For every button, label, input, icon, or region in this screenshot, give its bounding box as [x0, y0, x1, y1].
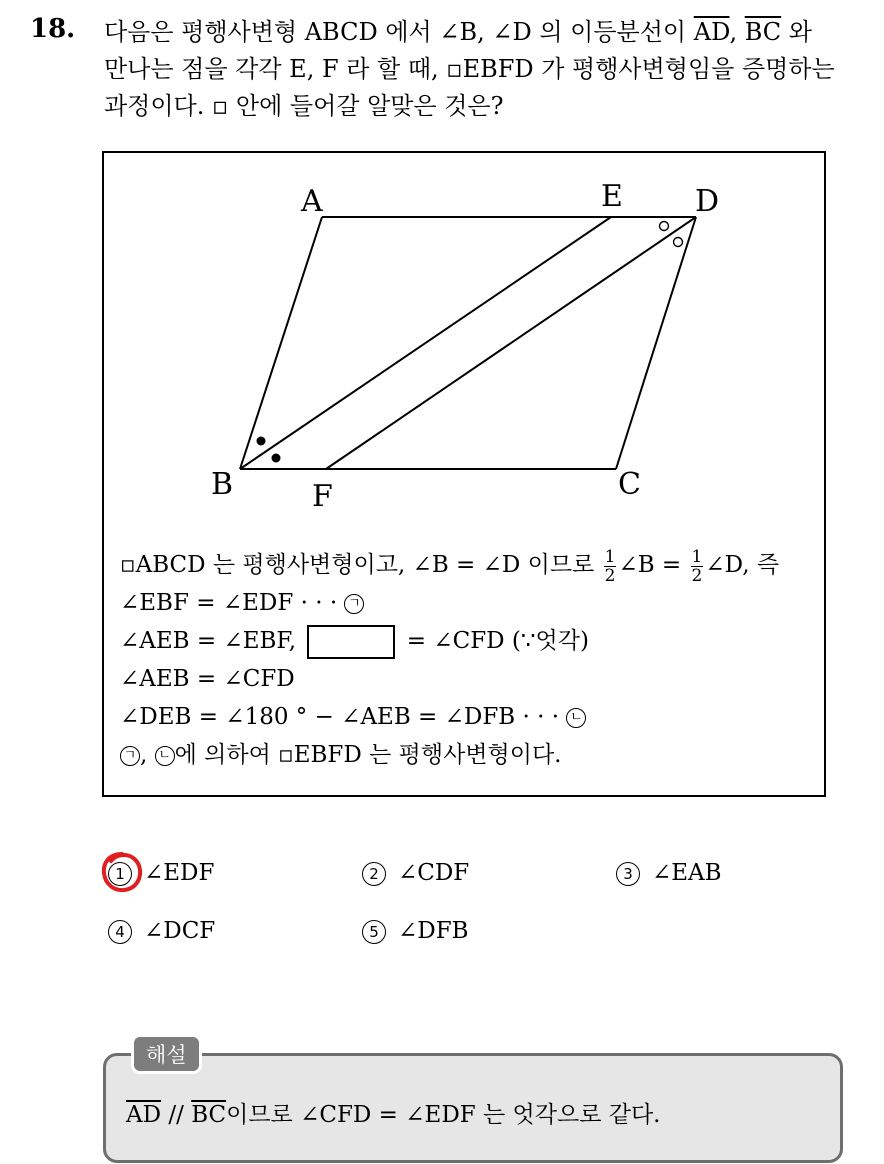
proof-line-6: ㄱ , ㄴ 에 의하여 ▫EBFD 는 평행사변형이다. — [120, 736, 779, 774]
choice-text: ∠DFB — [398, 918, 469, 944]
proof-line-5: ∠DEB = ∠180 ° − ∠AEB = ∠DFB · · · ㄴ — [120, 698, 779, 736]
segment-bc: $\overline{BC}$ — [191, 1102, 227, 1128]
choice-1[interactable] — [108, 860, 214, 886]
circled-nieun: ㄴ — [155, 746, 175, 766]
label-b: B — [211, 467, 234, 502]
circled-giyeok: ㄱ — [344, 594, 364, 614]
angle-mark-b1 — [257, 437, 266, 446]
solution-box — [103, 1043, 843, 1163]
choice-number: 3 — [616, 862, 640, 886]
proof-line-1: ▫ABCD 는 평행사변형이고, ∠B = ∠D 이므로 $\frac{1}{2}$ ∠B = $\frac{1}{2}$ ∠D, 즉 — [120, 546, 780, 586]
side-ba — [240, 217, 322, 469]
fraction-half-2: $\frac{1}{2}$ — [691, 546, 703, 586]
choice-number: 2 — [362, 862, 386, 886]
choice-4[interactable] — [108, 918, 215, 944]
stem-line-3: 과정이다. ▫ 안에 들어갈 알맞은 것은? — [104, 92, 504, 120]
solution-label: 해설 — [131, 1034, 202, 1074]
angle-mark-d2 — [674, 238, 683, 247]
choice-text: ∠CDF — [398, 860, 470, 886]
choice-5[interactable] — [362, 918, 469, 944]
choice-3[interactable] — [616, 860, 722, 886]
question-stem — [104, 14, 874, 125]
choice-number: 5 — [362, 920, 386, 944]
answer-blank-box — [307, 625, 395, 659]
label-a: A — [301, 184, 323, 219]
label-f: F — [312, 479, 333, 514]
segment-ad: $\overline{AD}$ — [126, 1102, 162, 1128]
side-dc — [616, 217, 696, 469]
segment-ad: $\overline{AD}$ — [693, 18, 730, 46]
label-d: D — [695, 184, 720, 219]
stem-line-1: 다음은 평행사변형 ABCD 에서 ∠B, ∠D 의 이등분선이 — [104, 18, 687, 46]
proof-text — [120, 546, 779, 774]
stem-comma: , — [729, 18, 745, 46]
proof-line-4: ∠AEB = ∠CFD — [120, 666, 295, 692]
figure-box — [102, 151, 826, 797]
circled-nieun: ㄴ — [566, 708, 586, 728]
choice-text: ∠DCF — [144, 918, 216, 944]
choice-number: 4 — [108, 920, 132, 944]
circled-giyeok: ㄱ — [120, 746, 140, 766]
question-number: 18. — [30, 14, 76, 44]
label-c: C — [618, 467, 641, 502]
proof-line-3: ∠AEB = ∠EBF, = ∠CFD (∵엇각) — [120, 622, 779, 660]
choice-text: ∠EAB — [652, 860, 722, 886]
stem-line-2: 만나는 점을 각각 E, F 라 할 때, ▫EBFD 가 평행사변형임을 증명하는 — [104, 55, 835, 83]
segment-bc: $\overline{BC}$ — [744, 18, 782, 46]
choice-2[interactable] — [362, 860, 469, 886]
angle-mark-d1 — [660, 222, 669, 231]
bisector-be — [240, 217, 611, 469]
parallelogram-figure — [104, 153, 828, 543]
label-e: E — [601, 179, 623, 214]
choice-text: ∠EDF — [144, 860, 215, 886]
fraction-half: $\frac{1}{2}$ — [604, 546, 616, 586]
stem-line-1-end: 와 — [781, 18, 812, 46]
angle-mark-b2 — [272, 454, 281, 463]
bisector-df — [326, 217, 696, 469]
choice-number: 1 — [108, 862, 132, 886]
solution-text: $\overline{AD} // \overline{BC}$이므로 ∠CFD = ∠EDF 는 엇각으로 같다. — [126, 1102, 661, 1128]
proof-line-2: ∠EBF = ∠EDF · · · ㄱ — [120, 584, 779, 622]
